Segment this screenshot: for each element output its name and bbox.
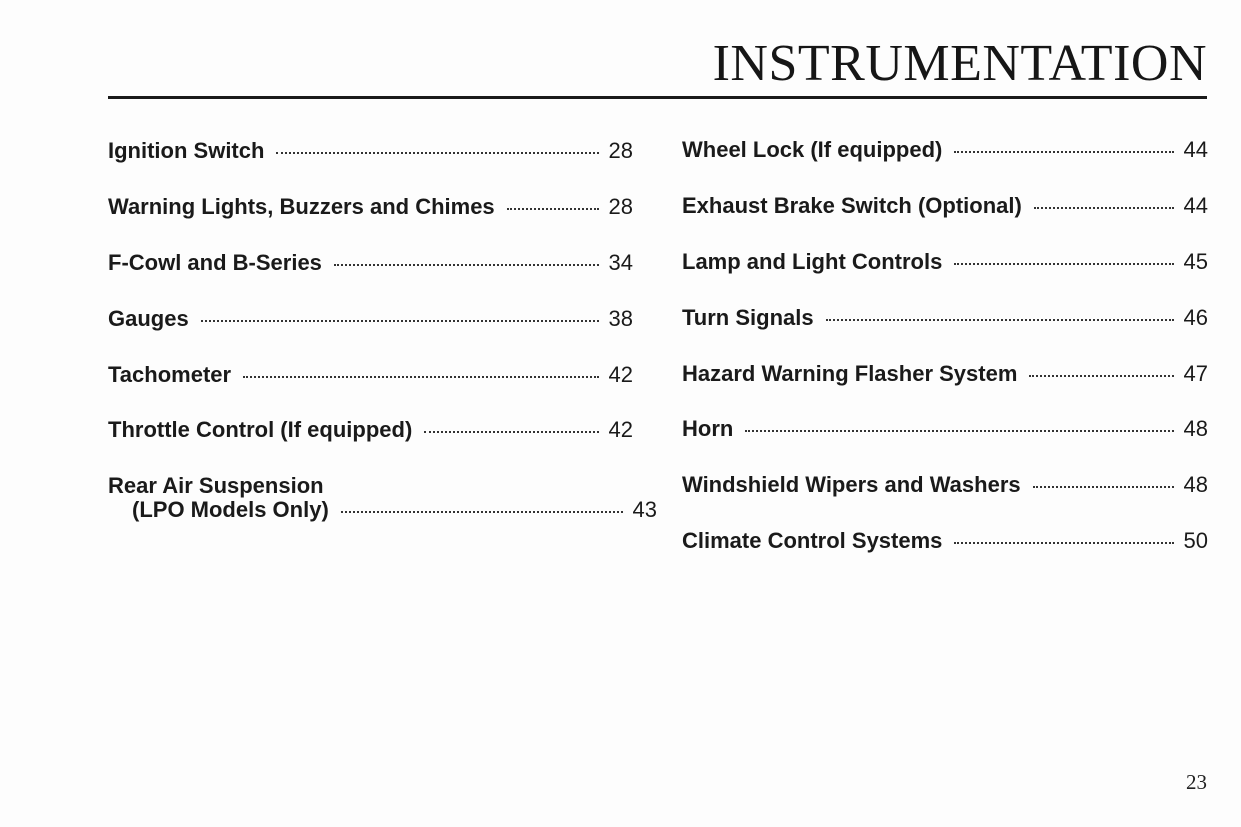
toc-entry[interactable] (108, 138, 633, 164)
dot-leader (1033, 486, 1174, 488)
toc-entry-page: 44 (1183, 137, 1208, 162)
toc-entry-label: Horn (682, 416, 734, 441)
toc-entry-label: Ignition Switch (108, 138, 265, 163)
dot-leader (954, 151, 1173, 153)
toc-entry[interactable] (682, 528, 1208, 554)
toc-entry[interactable] (682, 305, 1208, 331)
dot-leader (243, 376, 598, 378)
dot-leader (507, 208, 599, 210)
toc-entry-label: Lamp and Light Controls (682, 249, 943, 274)
toc-entry-page: 48 (1183, 416, 1208, 441)
toc-entry-page: 38 (608, 306, 633, 331)
toc-entry[interactable] (108, 194, 633, 220)
dot-leader (424, 431, 598, 433)
page-title: INSTRUMENTATION (712, 35, 1207, 92)
toc-entry[interactable] (682, 137, 1208, 163)
dot-leader (954, 542, 1173, 544)
toc-entry-page: 47 (1183, 361, 1208, 386)
dot-leader (954, 263, 1173, 265)
dot-leader (1029, 375, 1173, 377)
toc-entry-page: 34 (608, 250, 633, 275)
dot-leader (1034, 207, 1174, 209)
toc-entry-label: Exhaust Brake Switch (Optional) (682, 193, 1022, 218)
dot-leader (745, 430, 1173, 432)
toc-entry-page: 42 (608, 417, 633, 442)
toc-entry-label: Rear Air Suspension (108, 473, 324, 498)
toc-entry[interactable] (108, 473, 657, 523)
toc-entry[interactable] (682, 472, 1208, 498)
toc-entry-label: Tachometer (108, 362, 232, 387)
toc-entry-label: F-Cowl and B-Series (108, 250, 322, 275)
toc-entry-page: 28 (608, 138, 633, 163)
toc-entry-page: 46 (1183, 305, 1208, 330)
title-rule (108, 96, 1207, 99)
toc-entry-page: 28 (608, 194, 633, 219)
toc-entry[interactable] (682, 249, 1208, 275)
dot-leader (341, 511, 623, 513)
page-number: 23 (1186, 770, 1207, 794)
dot-leader (826, 319, 1174, 321)
toc-entry[interactable] (108, 362, 633, 388)
toc-entry-page: 48 (1183, 472, 1208, 497)
toc-entry-label: Turn Signals (682, 305, 814, 330)
toc-entry-label: Climate Control Systems (682, 528, 943, 553)
toc-entry[interactable] (682, 416, 1208, 442)
dot-leader (201, 320, 599, 322)
toc-entry[interactable] (682, 361, 1208, 387)
toc-entry[interactable] (108, 250, 633, 276)
toc-entry-page: 42 (608, 362, 633, 387)
toc-entry-page: 44 (1183, 193, 1208, 218)
toc-entry-label-continued: (LPO Models Only) (132, 497, 329, 522)
toc-entry-label: Throttle Control (If equipped) (108, 417, 413, 442)
toc-entry-page: 43 (632, 497, 657, 522)
toc-entry-label: Gauges (108, 306, 189, 331)
toc-entry-label: Wheel Lock (If equipped) (682, 137, 943, 162)
toc-entry-page: 50 (1183, 528, 1208, 553)
toc-entry-page: 45 (1183, 249, 1208, 274)
toc-entry[interactable] (108, 417, 633, 443)
toc-entry-label: Windshield Wipers and Washers (682, 472, 1021, 497)
dot-leader (334, 264, 599, 266)
toc-entry[interactable] (682, 193, 1208, 219)
dot-leader (276, 152, 598, 154)
toc-entry-label: Warning Lights, Buzzers and Chimes (108, 194, 495, 219)
toc-entry-label: Hazard Warning Flasher System (682, 361, 1018, 386)
toc-entry[interactable] (108, 306, 633, 332)
